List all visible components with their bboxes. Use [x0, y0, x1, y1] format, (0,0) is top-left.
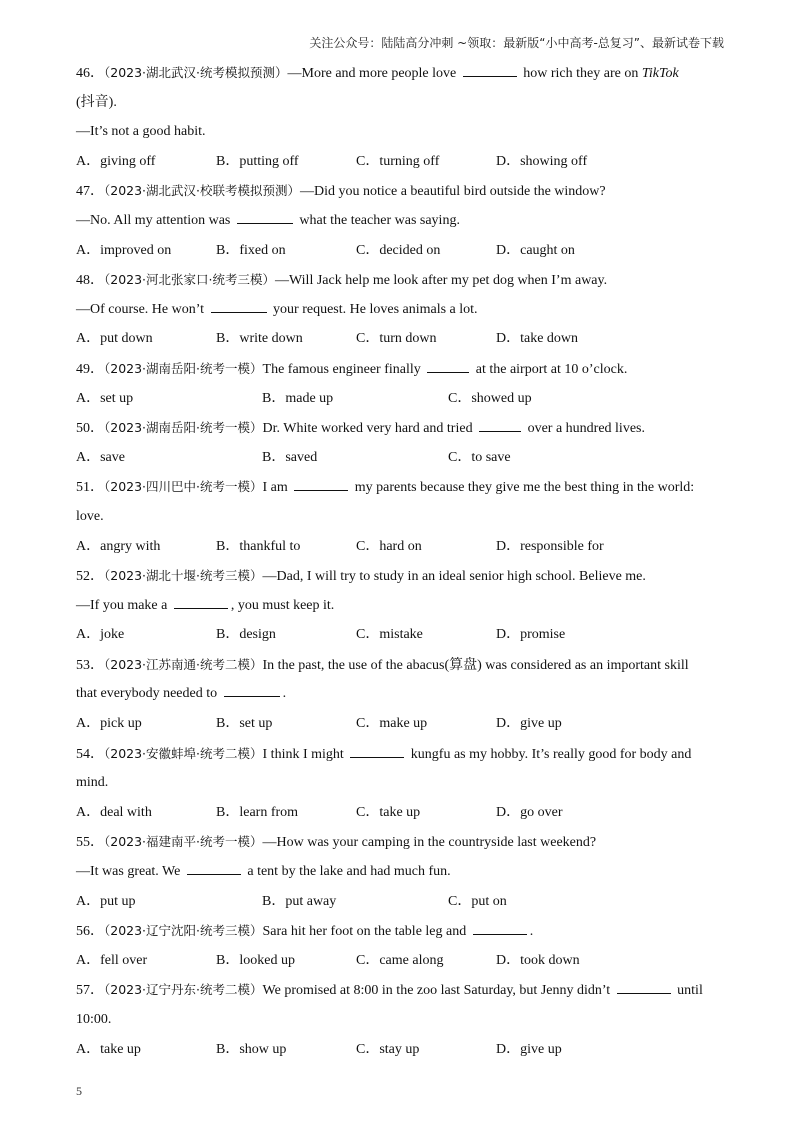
- option-d[interactable]: D．caught on: [496, 242, 575, 258]
- question-text: —Will Jack help me look after my pet dog when I’m away.: [275, 273, 608, 289]
- question-text: how rich they are on: [523, 66, 639, 81]
- answer-blank[interactable]: [479, 419, 521, 432]
- option-b[interactable]: B．fixed on: [216, 242, 286, 258]
- option-d[interactable]: D．responsible for: [496, 538, 604, 554]
- option-d[interactable]: D．promise: [496, 627, 566, 643]
- question-51-stem: [76, 472, 726, 502]
- question-text: I am: [262, 480, 288, 496]
- question-47-reply: [76, 206, 726, 236]
- question-55-options: [76, 887, 726, 917]
- question-source: （2023·辽宁沈阳·统考三模）: [104, 923, 263, 939]
- question-text: until: [677, 983, 703, 999]
- question-text: that everybody needed to: [76, 686, 218, 702]
- question-text: what the teacher was saying.: [299, 212, 460, 228]
- answer-blank[interactable]: [427, 360, 469, 373]
- option-b[interactable]: B．show up: [216, 1041, 287, 1057]
- question-source: （2023·湖北武汉·统考模拟预测）: [104, 65, 288, 80]
- answer-blank[interactable]: [463, 64, 517, 77]
- question-55-stem: [76, 827, 726, 857]
- question-50-stem: [76, 413, 726, 443]
- question-text: —Did you notice a beautiful bird outside the window?: [300, 184, 606, 200]
- option-a[interactable]: A．giving off: [76, 153, 156, 169]
- question-46-stem: [76, 58, 726, 88]
- question-text: —No. All my attention was: [76, 212, 231, 228]
- question-text: a tent by the lake and had much fun.: [247, 864, 451, 880]
- question-number: 50．: [76, 421, 104, 437]
- question-53-tail: [76, 679, 726, 709]
- option-c[interactable]: C．came along: [356, 952, 444, 968]
- question-number: 57．: [76, 983, 104, 999]
- question-52-options: [76, 620, 726, 650]
- option-c[interactable]: C．stay up: [356, 1041, 420, 1057]
- question-number: 55．: [76, 835, 104, 851]
- option-b[interactable]: B．put away: [262, 893, 337, 909]
- question-51-tail: love.: [76, 508, 104, 524]
- question-source: （2023·湖北十堰·统考三模）: [104, 568, 263, 584]
- option-d[interactable]: D．go over: [496, 804, 563, 820]
- option-c[interactable]: C．make up: [356, 716, 428, 732]
- question-list: [76, 58, 726, 1064]
- option-b[interactable]: B．thankful to: [216, 538, 301, 554]
- answer-blank[interactable]: [473, 922, 527, 935]
- option-b[interactable]: B．made up: [262, 390, 334, 406]
- question-text: Sara hit her foot on the table leg and: [262, 924, 467, 940]
- option-b[interactable]: B．putting off: [216, 153, 299, 169]
- question-text: TikTok: [641, 66, 679, 81]
- option-a[interactable]: A．put up: [76, 893, 136, 909]
- question-text: The famous engineer finally: [262, 361, 421, 377]
- question-51-options: [76, 532, 726, 562]
- question-number: 52．: [76, 569, 104, 585]
- question-53-options: [76, 709, 726, 739]
- question-56-options: [76, 946, 726, 976]
- option-a[interactable]: A．joke: [76, 627, 125, 643]
- answer-blank[interactable]: [350, 745, 404, 758]
- option-d[interactable]: D．took down: [496, 952, 580, 968]
- question-56-stem: [76, 916, 726, 946]
- option-c[interactable]: C．showed up: [448, 390, 532, 406]
- question-54-stem: [76, 739, 726, 769]
- answer-blank[interactable]: [174, 596, 228, 609]
- option-a[interactable]: A．angry with: [76, 538, 161, 554]
- option-b[interactable]: B．set up: [216, 716, 273, 732]
- question-text: over a hundred lives.: [527, 421, 645, 437]
- option-b[interactable]: B．saved: [262, 449, 318, 465]
- question-text: —It was great. We: [76, 864, 181, 880]
- option-d[interactable]: D．give up: [496, 716, 562, 732]
- question-text: We promised at 8:00 in the zoo last Saturday, but Jenny didn’t: [262, 983, 611, 999]
- option-c[interactable]: C．turn down: [356, 331, 437, 347]
- question-text: Dr. White worked very hard and tried: [262, 421, 473, 437]
- question-47-options: [76, 236, 726, 266]
- question-57-tail: 10:00.: [76, 1012, 112, 1027]
- option-c[interactable]: C．turning off: [356, 153, 440, 169]
- option-a[interactable]: A．set up: [76, 390, 134, 406]
- option-b[interactable]: B．write down: [216, 331, 303, 347]
- question-text: —If you make a: [76, 597, 168, 613]
- question-text: your request. He loves animals a lot.: [273, 301, 478, 317]
- answer-blank[interactable]: [211, 300, 267, 313]
- option-a[interactable]: A．pick up: [76, 716, 142, 732]
- question-number: 56．: [76, 924, 104, 940]
- question-source: （2023·江苏南通·统考二模）: [104, 656, 263, 672]
- question-source: （2023·辽宁丹东·统考二模）: [104, 982, 263, 998]
- option-c[interactable]: C．take up: [356, 804, 421, 820]
- option-a[interactable]: A．put down: [76, 331, 153, 347]
- question-46-options: [76, 147, 726, 177]
- question-48-reply: [76, 295, 726, 325]
- question-text: , you must keep it.: [230, 597, 335, 613]
- question-47-stem: [76, 176, 726, 206]
- question-text: —How was your camping in the countryside last weekend?: [262, 835, 597, 851]
- question-source: （2023·福建南平·统考一模）: [104, 834, 263, 850]
- question-text: —More and more people love: [287, 66, 457, 81]
- option-c[interactable]: C．decided on: [356, 242, 441, 258]
- question-number: 54．: [76, 746, 104, 762]
- option-c[interactable]: C．put on: [448, 893, 507, 909]
- question-source: （2023·安徽蚌埠·统考二模）: [104, 745, 263, 761]
- question-source: （2023·湖南岳阳·统考一模）: [104, 420, 263, 436]
- answer-blank[interactable]: [617, 981, 671, 994]
- question-54-tail: mind.: [76, 775, 109, 791]
- question-source: （2023·湖北武汉·校联考模拟预测）: [104, 183, 301, 199]
- option-c[interactable]: C．to save: [448, 449, 511, 465]
- question-53-stem: [76, 650, 726, 680]
- answer-blank[interactable]: [294, 478, 348, 491]
- question-text: my parents because they give me the best thing in the world:: [354, 480, 695, 496]
- question-source: （2023·湖南岳阳·统考一模）: [104, 360, 263, 376]
- question-46-reply: —It’s not a good habit.: [76, 124, 206, 140]
- option-b[interactable]: B．design: [216, 627, 276, 643]
- option-a[interactable]: A．improved on: [76, 242, 172, 258]
- question-source: （2023·四川巴中·统考一模）: [104, 479, 263, 495]
- question-50-options: [76, 443, 726, 473]
- question-text: —Of course. He won’t: [76, 301, 205, 317]
- question-text: In the past, the use of the abacus(算盘) was considered as an important skill: [262, 657, 689, 673]
- option-c[interactable]: C．hard on: [356, 538, 422, 554]
- question-57-stem: [76, 975, 726, 1005]
- question-number: 53．: [76, 657, 104, 673]
- page-header: 关注公众号：陆陆高分冲刺 ~领取：最新版“小中高考-总复习”、最新试卷下载: [309, 36, 724, 50]
- question-48-options: [76, 324, 726, 354]
- option-d[interactable]: D．give up: [496, 1041, 562, 1057]
- option-d[interactable]: D．showing off: [496, 153, 588, 169]
- option-d[interactable]: D．take down: [496, 331, 579, 347]
- answer-blank[interactable]: [237, 211, 293, 224]
- question-49-options: [76, 384, 726, 414]
- option-a[interactable]: A．fell over: [76, 952, 148, 968]
- option-a[interactable]: A．save: [76, 449, 125, 465]
- question-57-options: [76, 1035, 726, 1065]
- question-number: 46．: [76, 66, 104, 81]
- question-number: 49．: [76, 361, 104, 377]
- answer-blank[interactable]: [187, 862, 241, 875]
- question-48-stem: [76, 265, 726, 295]
- option-c[interactable]: C．mistake: [356, 627, 423, 643]
- question-text: kungfu as my hobby. It’s really good for body and: [410, 746, 692, 762]
- question-number: 47．: [76, 184, 104, 200]
- question-text: .: [282, 686, 287, 702]
- question-text: I think I might: [262, 746, 344, 762]
- option-a[interactable]: A．take up: [76, 1041, 141, 1057]
- question-52-stem: [76, 561, 726, 591]
- option-b[interactable]: B．looked up: [216, 952, 295, 968]
- question-number: 48．: [76, 273, 104, 289]
- question-49-stem: [76, 354, 726, 384]
- question-text: at the airport at 10 o’clock.: [475, 361, 628, 377]
- question-55-reply: [76, 857, 726, 887]
- option-b[interactable]: B．learn from: [216, 804, 299, 820]
- page-number: 5: [76, 1084, 82, 1098]
- option-a[interactable]: A．deal with: [76, 804, 152, 820]
- question-source: （2023·河北张家口·统考三模）: [104, 272, 276, 288]
- question-text: —Dad, I will try to study in an ideal senior high school. Believe me.: [262, 569, 646, 585]
- question-46-tail: (抖音).: [76, 94, 117, 110]
- question-54-options: [76, 798, 726, 828]
- question-52-reply: [76, 591, 726, 621]
- answer-blank[interactable]: [224, 684, 280, 697]
- question-text: .: [529, 924, 534, 940]
- question-number: 51．: [76, 480, 104, 496]
